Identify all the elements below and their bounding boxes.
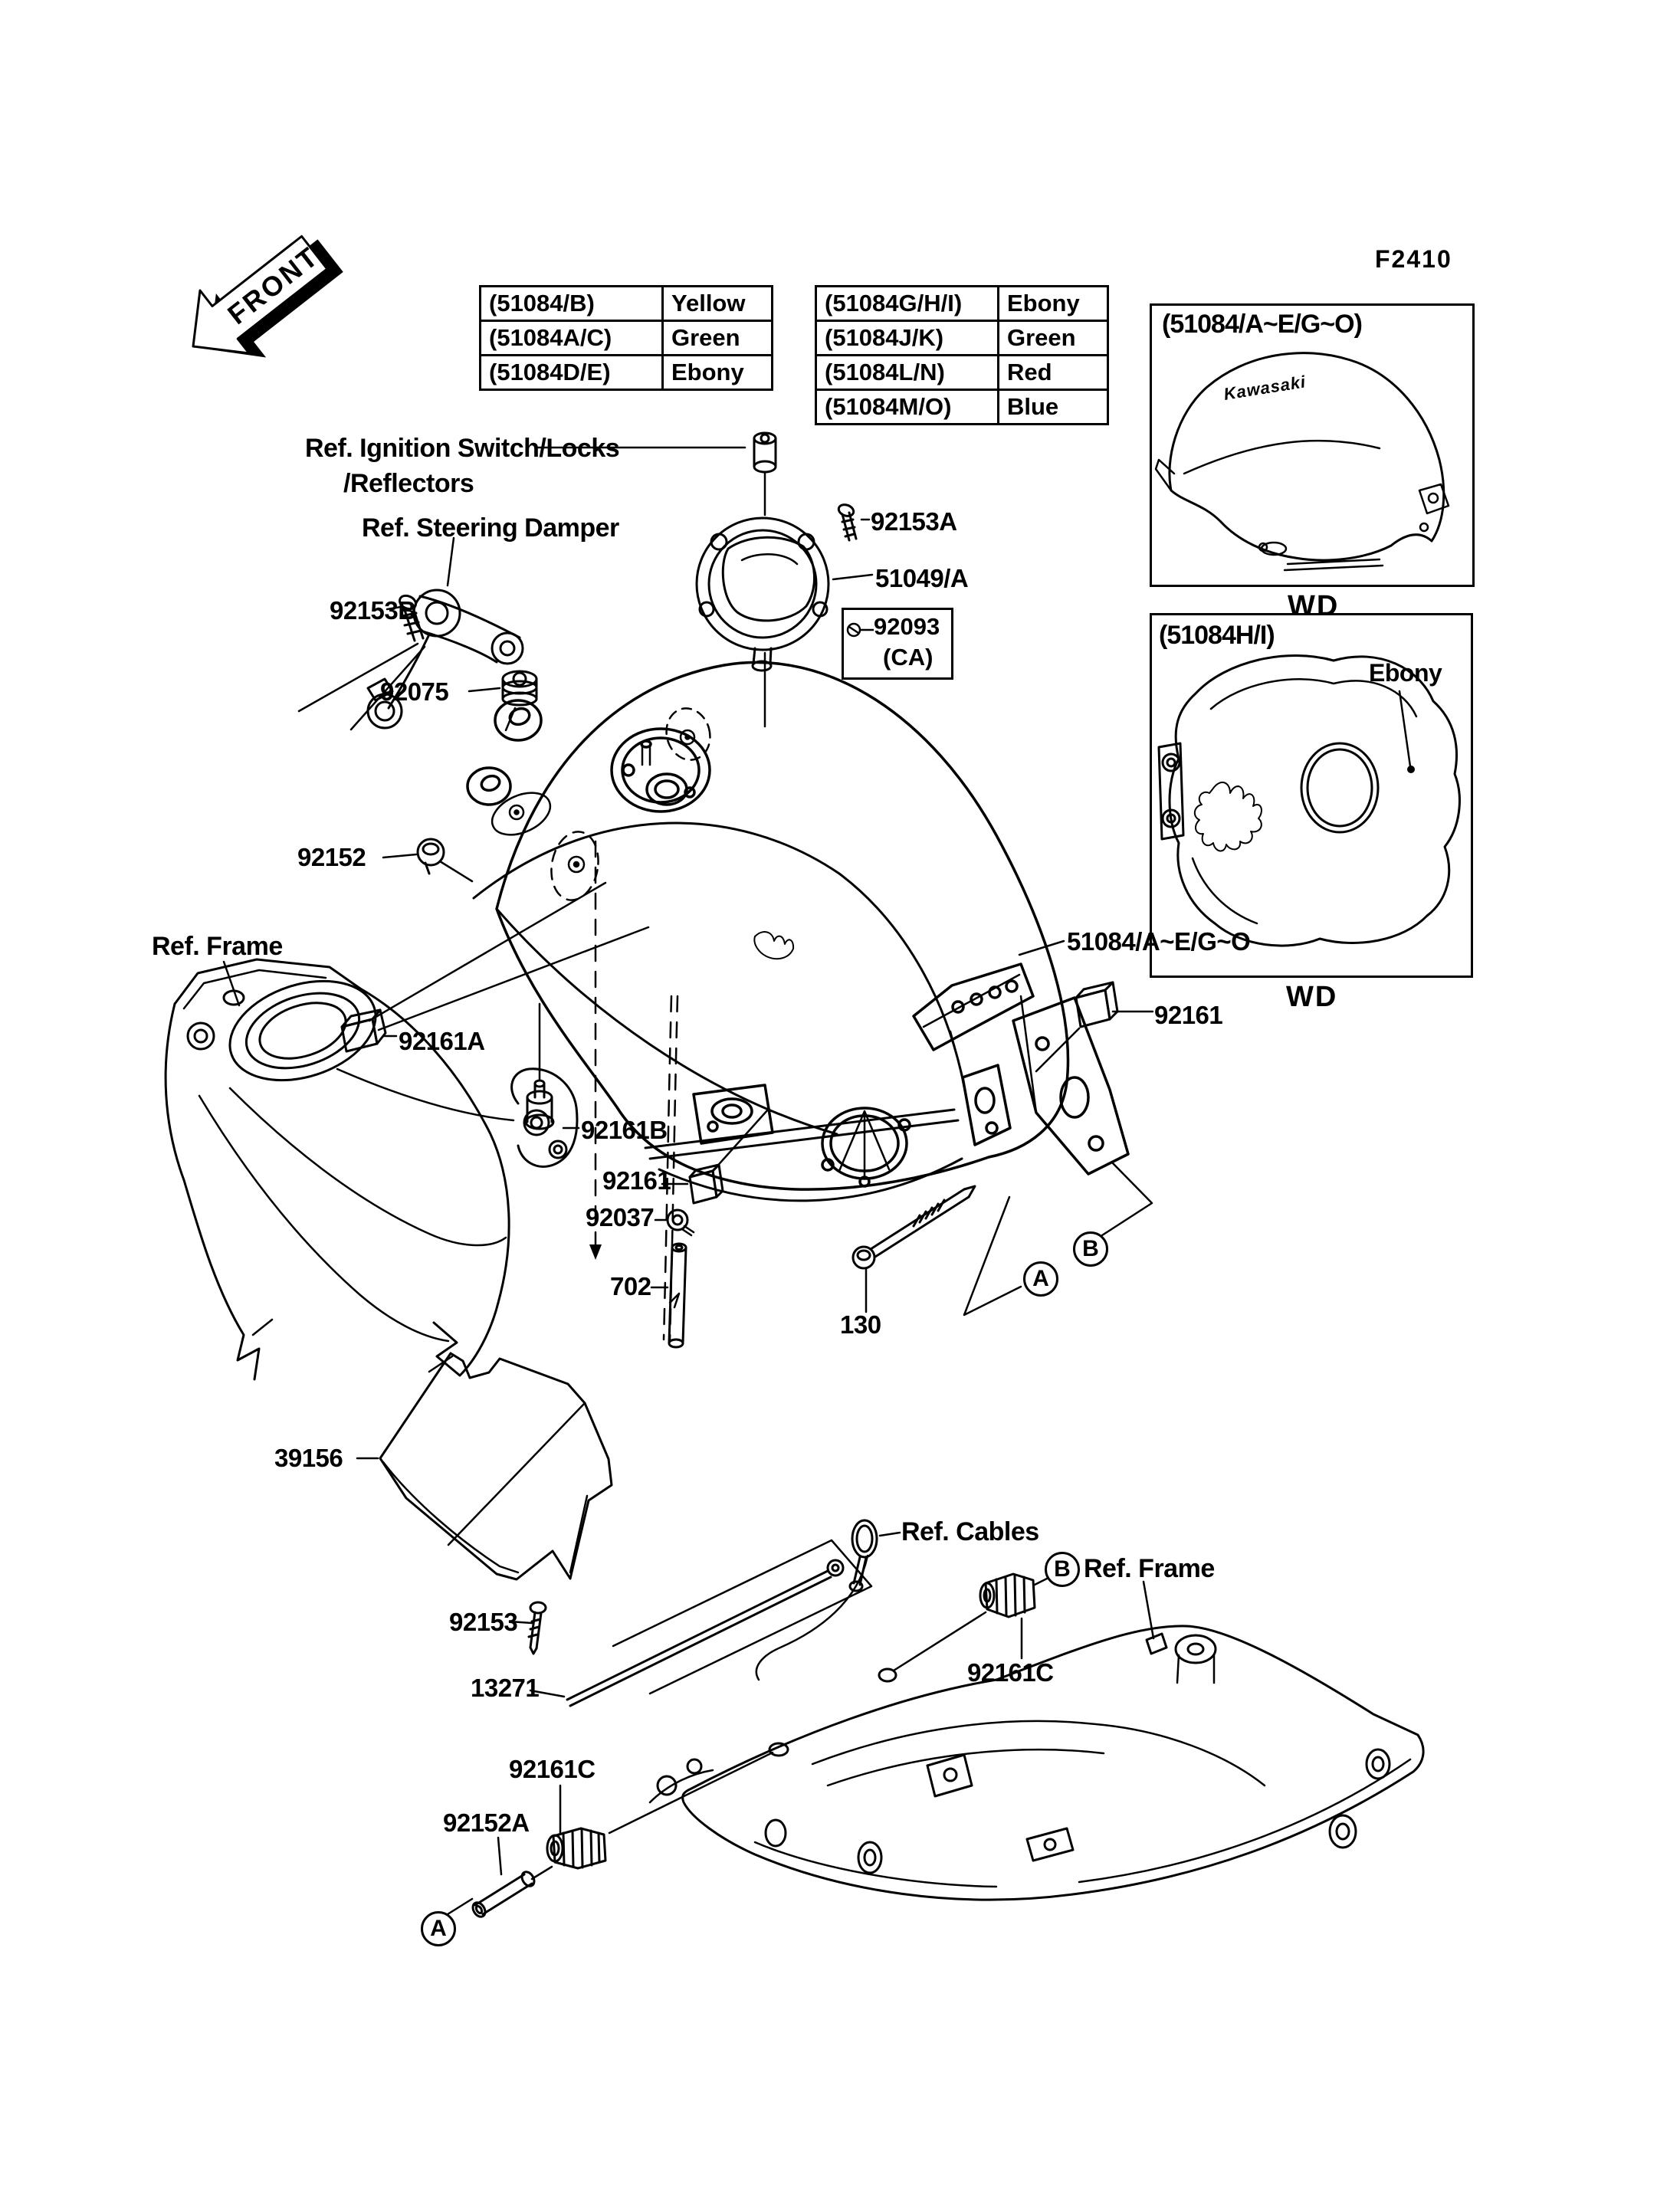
- part-label-92161B: 92161B: [581, 1116, 668, 1144]
- grommet-92161B-drawing: [526, 1080, 579, 1129]
- screw-92153A-drawing: [837, 503, 869, 540]
- callout-b-lower: B: [1045, 1552, 1080, 1587]
- inset-top-view-title: (51084H/I): [1159, 621, 1275, 650]
- part-label-92093: 92093: [874, 613, 940, 640]
- collar-92152A-drawing: [448, 1838, 552, 1919]
- front-direction-arrow: [169, 214, 356, 389]
- part-label-702: 702: [610, 1272, 651, 1300]
- clamp-92037-drawing: [655, 1210, 694, 1235]
- table-row: [816, 321, 1108, 356]
- part-code-cell: (51084A/C): [481, 321, 663, 356]
- color-cell: Green: [663, 321, 773, 356]
- ref-cables-label: Ref. Cables: [901, 1517, 1039, 1546]
- color-table-left: [479, 285, 773, 391]
- part-code-cell: (51084L/N): [816, 356, 999, 390]
- rear-frame-drawing: [650, 1582, 1423, 1900]
- heat-pad-39156-drawing: [357, 1353, 612, 1579]
- part-code-cell: (51084D/E): [481, 356, 663, 390]
- inset-side-view-box: [1150, 303, 1475, 587]
- part-code-cell: (51084M/O): [816, 390, 999, 425]
- callout-a-lower: A: [421, 1911, 456, 1946]
- part-code-cell: (51084G/H/I): [816, 287, 999, 321]
- ref-ignition-switch-label: Ref. Ignition Switch/Locks: [305, 434, 620, 463]
- inset-top-view-caption: WD: [1286, 981, 1338, 1013]
- ref-steering-damper-label: Ref. Steering Damper: [362, 513, 619, 543]
- part-label-92153B: 92153B: [330, 596, 416, 625]
- table-row: [481, 321, 773, 356]
- ref-reflectors-label: /Reflectors: [343, 469, 474, 498]
- tube-702-drawing: [651, 1244, 686, 1347]
- color-cell: Ebony: [999, 287, 1108, 321]
- callout-b-upper: B: [1073, 1231, 1108, 1267]
- cable-clamp-drawing: [756, 1520, 900, 1680]
- part-label-92153A: 92153A: [871, 507, 957, 536]
- color-table-right: [815, 285, 1109, 425]
- part-label-92161-left: 92161: [602, 1166, 671, 1195]
- color-cell: Red: [999, 356, 1108, 390]
- color-cell: Blue: [999, 390, 1108, 425]
- part-label-92093-ca: (CA): [883, 644, 934, 671]
- front-arrow-text: FRONT: [221, 240, 325, 331]
- table-row: [816, 390, 1108, 425]
- part-label-92037: 92037: [586, 1203, 655, 1231]
- part-label-130: 130: [840, 1310, 881, 1339]
- part-code-cell: (51084J/K): [816, 321, 999, 356]
- ref-frame-upper-label: Ref. Frame: [152, 932, 283, 961]
- inset-tank-logo-text: Kawasaki: [1222, 372, 1308, 404]
- part-label-39156: 39156: [274, 1444, 343, 1472]
- callout-a-upper: A: [1023, 1261, 1058, 1297]
- screw-92093-icon: [846, 619, 877, 642]
- construction-lines: [540, 841, 678, 1340]
- inset-finish-label: Ebony: [1369, 659, 1442, 687]
- table-row: [816, 287, 1108, 321]
- table-row: [481, 356, 773, 390]
- part-code-cell: (51084/B): [481, 287, 663, 321]
- inset-side-view-title: (51084/A~E/G~O): [1162, 310, 1362, 339]
- rod-13271-drawing: [530, 1540, 871, 1706]
- figure-code: F2410: [1375, 245, 1452, 273]
- fuel-tank-drawing: [468, 662, 1128, 1200]
- tank-label-leader: [1019, 941, 1064, 955]
- callout-leaders-upper: [964, 1163, 1152, 1315]
- ignition-cylinder-drawing: [536, 433, 776, 726]
- part-label-92152A: 92152A: [443, 1808, 530, 1837]
- part-label-92075: 92075: [380, 677, 449, 706]
- damper-pad-92161A-drawing: [342, 883, 648, 1051]
- damper-pad-92161-right-drawing: [1036, 982, 1153, 1071]
- part-label-51084: 51084/A~E/G~O: [1067, 927, 1251, 956]
- inset-side-view-caption: WD: [1288, 590, 1340, 622]
- bolt-92152-drawing: [383, 839, 472, 881]
- part-label-92152: 92152: [297, 843, 366, 871]
- part-label-92161C-right: 92161C: [967, 1658, 1054, 1687]
- table-row: [481, 287, 773, 321]
- ref-frame-lower-label: Ref. Frame: [1084, 1554, 1215, 1583]
- front-frame-drawing: [166, 959, 577, 1379]
- part-label-13271: 13271: [471, 1674, 540, 1702]
- part-label-92161A: 92161A: [399, 1027, 485, 1055]
- table-row: [816, 356, 1108, 390]
- part-label-92161C-left: 92161C: [509, 1755, 596, 1783]
- part-label-51049A: 51049/A: [875, 564, 969, 592]
- color-cell: Ebony: [663, 356, 773, 390]
- color-cell: Green: [999, 321, 1108, 356]
- part-label-92161-right: 92161: [1154, 1001, 1223, 1029]
- part-label-92153: 92153: [449, 1608, 518, 1636]
- bolt-130-drawing: [853, 1186, 975, 1312]
- color-cell: Yellow: [663, 287, 773, 321]
